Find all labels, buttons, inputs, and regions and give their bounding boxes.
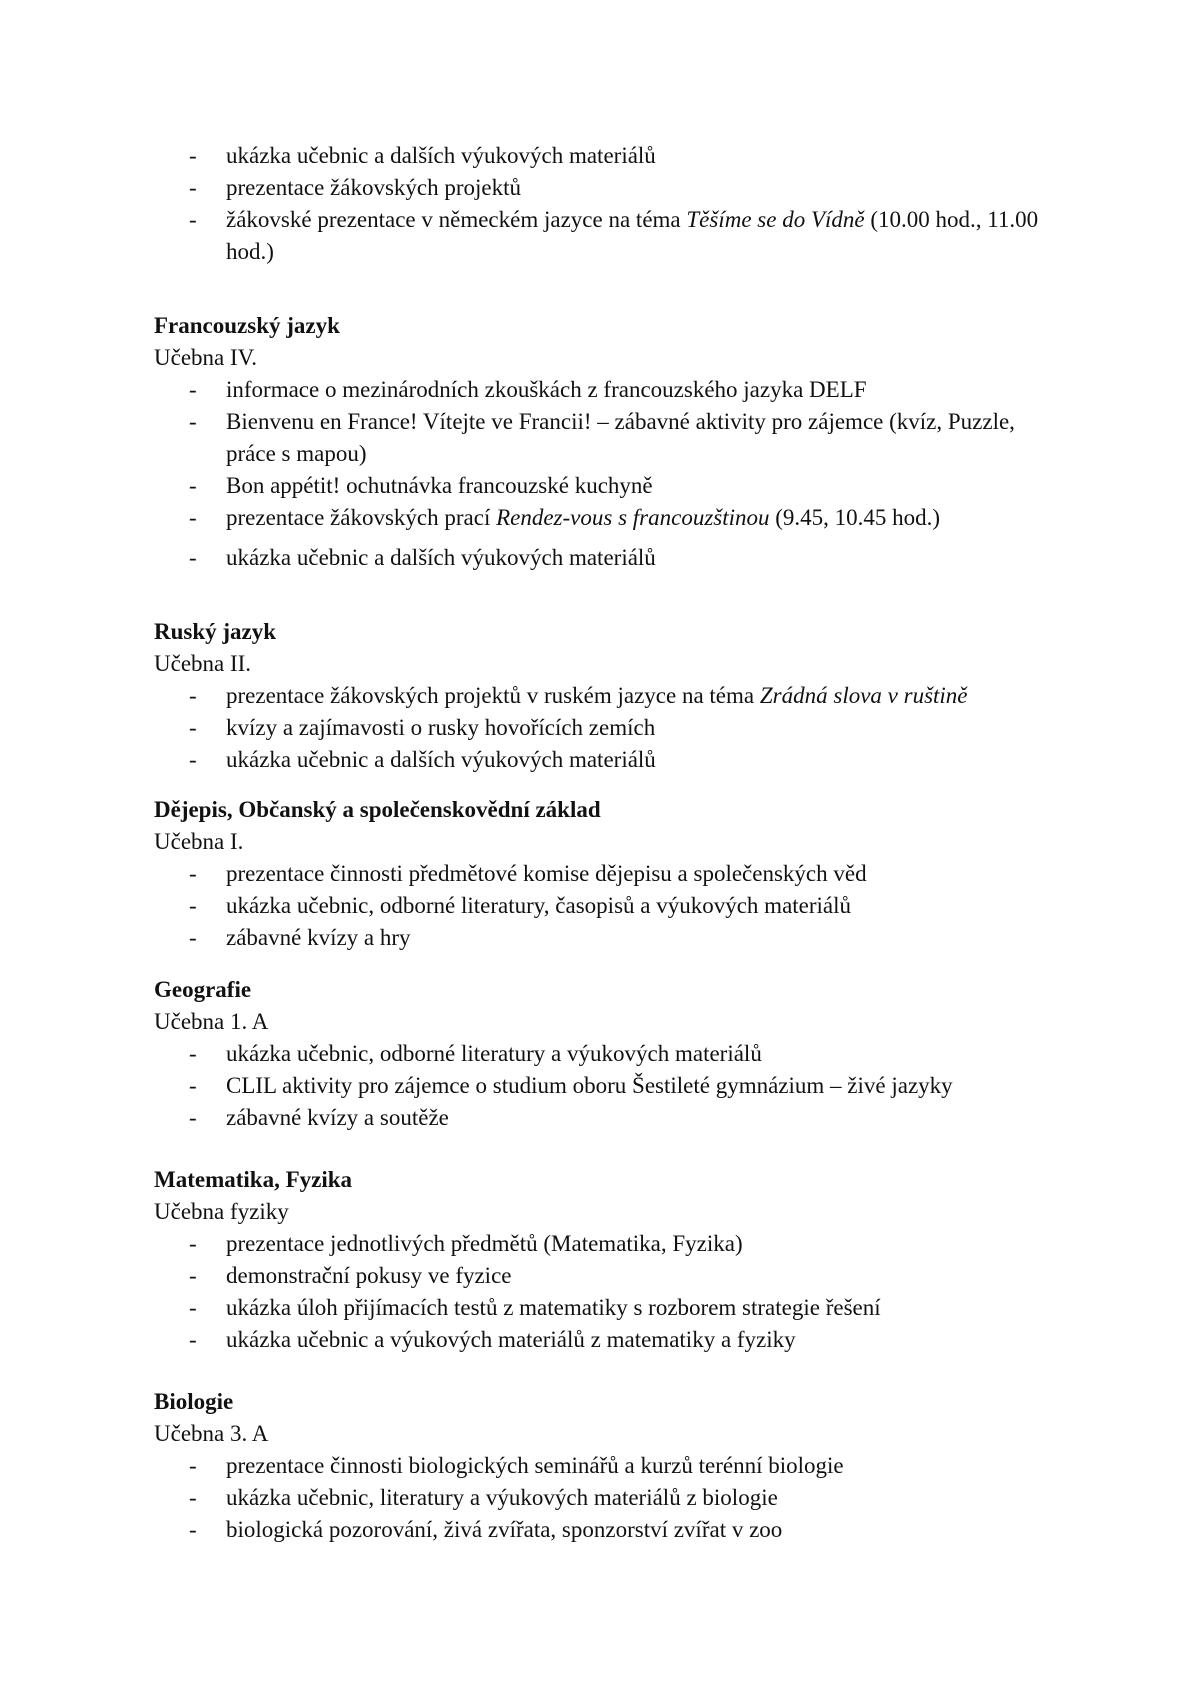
list-item xyxy=(154,1324,1054,1356)
section-heading: Matematika, Fyzika xyxy=(154,1167,353,1192)
section-room: Učebna IV. xyxy=(154,345,258,370)
section-items xyxy=(154,374,1054,574)
list-item xyxy=(154,890,1054,922)
item-text: biologická pozorování, živá zvířata, sponzorství zvířat v zoo xyxy=(226,1517,783,1542)
section-francouzsky xyxy=(154,310,1054,574)
italic-text: Rendez-vous s francouzštinou xyxy=(496,505,770,530)
list-item xyxy=(154,1038,1054,1070)
item-text: zábavné kvízy a soutěže xyxy=(226,1105,449,1130)
item-text: prezentace činnosti biologických seminářů a kurzů terénní biologie xyxy=(226,1453,844,1478)
item-text: demonstrační pokusy ve fyzice xyxy=(226,1263,512,1288)
bullet-dash: - xyxy=(189,545,197,570)
section-biologie xyxy=(154,1386,1054,1546)
list-item xyxy=(154,374,1054,406)
item-text: ukázka učebnic a dalších výukových materiálů xyxy=(226,747,656,772)
section-room: Učebna 1. A xyxy=(154,1009,269,1034)
list-item xyxy=(154,204,1054,268)
section-room: Učebna 3. A xyxy=(154,1421,269,1446)
list-item xyxy=(154,1102,1054,1134)
bullet-dash: - xyxy=(189,1485,197,1510)
bullet-dash: - xyxy=(189,377,197,402)
bullet-dash: - xyxy=(189,473,197,498)
bullet-dash: - xyxy=(189,1073,197,1098)
bullet-dash: - xyxy=(189,925,197,950)
item-text: kvízy a zajímavosti o rusky hovořících zemích xyxy=(226,715,656,740)
italic-text: Zrádná slova v ruštině xyxy=(759,683,968,708)
list-item xyxy=(154,140,1054,172)
list-item xyxy=(154,1482,1054,1514)
italic-text: Těšíme se do Vídně xyxy=(686,207,865,232)
item-text: (9.45, 10.45 hod.) xyxy=(769,505,941,530)
section-heading: Biologie xyxy=(154,1389,234,1414)
item-text: žákovské prezentace v německém jazyce na téma xyxy=(226,207,687,232)
bullet-dash: - xyxy=(189,893,197,918)
item-text: prezentace žákovských projektů v ruském jazyce na téma xyxy=(226,683,760,708)
bullet-dash: - xyxy=(189,175,197,200)
section-rusky xyxy=(154,616,1054,776)
list-item xyxy=(154,1260,1054,1292)
list-item xyxy=(154,1514,1054,1546)
item-text: ukázka učebnic a výukových materiálů z matematiky a fyziky xyxy=(226,1327,796,1352)
item-text: prezentace žákovských prací xyxy=(226,505,497,530)
bullet-dash: - xyxy=(189,683,197,708)
list-item xyxy=(154,542,1054,574)
section-geografie xyxy=(154,974,1054,1134)
list-item xyxy=(154,858,1054,890)
list-item xyxy=(154,1450,1054,1482)
section-room: Učebna I. xyxy=(154,829,244,854)
item-text: (10.00 hod., 11.00 hod.) xyxy=(226,207,1039,264)
section-heading: Dějepis, Občanský a společenskovědní základ xyxy=(154,797,601,822)
list-item xyxy=(154,712,1054,744)
list-item xyxy=(154,1292,1054,1324)
item-text: zábavné kvízy a hry xyxy=(226,925,411,950)
bullet-dash: - xyxy=(189,1041,197,1066)
bullet-dash: - xyxy=(189,143,197,168)
bullet-dash: - xyxy=(189,1295,197,1320)
section-room: Učebna II. xyxy=(154,651,252,676)
list-item xyxy=(154,406,1054,470)
item-text: CLIL aktivity pro zájemce o studium oboru Šestileté gymnázium – živé jazyky xyxy=(226,1073,953,1098)
section-items xyxy=(154,1450,1054,1546)
item-text: ukázka učebnic a dalších výukových materiálů xyxy=(226,545,656,570)
section-dejepis xyxy=(154,794,1054,954)
item-text: prezentace činnosti předmětové komise dějepisu a společenských věd xyxy=(226,861,867,886)
bullet-dash: - xyxy=(189,861,197,886)
bullet-dash: - xyxy=(189,1105,197,1130)
list-item xyxy=(154,470,1054,502)
document-page xyxy=(154,140,1054,1546)
item-text: ukázka učebnic a dalších výukových materiálů xyxy=(226,143,656,168)
list-item xyxy=(154,502,1054,534)
list-item xyxy=(154,680,1054,712)
sections-container xyxy=(154,310,1054,1546)
list-item xyxy=(154,1070,1054,1102)
list-item xyxy=(154,922,1054,954)
intro-list xyxy=(154,140,1054,268)
bullet-dash: - xyxy=(189,1263,197,1288)
section-items xyxy=(154,858,1054,954)
section-heading: Ruský jazyk xyxy=(154,619,277,644)
section-items xyxy=(154,680,1054,776)
bullet-dash: - xyxy=(189,409,197,434)
bullet-dash: - xyxy=(189,1517,197,1542)
item-text: ukázka učebnic, odborné literatury, časopisů a výukových materiálů xyxy=(226,893,852,918)
item-text: Bienvenu en France! Vítejte ve Francii! – zábavné aktivity pro zájemce (kvíz, Puzzle, práce s mapou) xyxy=(226,409,1015,466)
item-text: informace o mezinárodních zkouškách z francouzského jazyka DELF xyxy=(226,377,867,402)
section-heading: Francouzský jazyk xyxy=(154,313,340,338)
item-text: prezentace žákovských projektů xyxy=(226,175,522,200)
bullet-dash: - xyxy=(189,715,197,740)
item-text: prezentace jednotlivých předmětů (Matematika, Fyzika) xyxy=(226,1231,743,1256)
section-items xyxy=(154,1038,1054,1134)
bullet-dash: - xyxy=(189,1327,197,1352)
bullet-dash: - xyxy=(189,1453,197,1478)
bullet-dash: - xyxy=(189,505,197,530)
bullet-dash: - xyxy=(189,207,197,232)
section-matematika xyxy=(154,1164,1054,1356)
item-text: ukázka úloh přijímacích testů z matematiky s rozborem strategie řešení xyxy=(226,1295,881,1320)
item-text: ukázka učebnic, literatury a výukových materiálů z biologie xyxy=(226,1485,778,1510)
item-text: ukázka učebnic, odborné literatury a výukových materiálů xyxy=(226,1041,762,1066)
list-item xyxy=(154,1228,1054,1260)
list-item xyxy=(154,744,1054,776)
section-items xyxy=(154,1228,1054,1356)
bullet-dash: - xyxy=(189,747,197,772)
list-item xyxy=(154,172,1054,204)
section-heading: Geografie xyxy=(154,977,252,1002)
section-room: Učebna fyziky xyxy=(154,1199,289,1224)
bullet-dash: - xyxy=(189,1231,197,1256)
item-text: Bon appétit! ochutnávka francouzské kuchyně xyxy=(226,473,653,498)
